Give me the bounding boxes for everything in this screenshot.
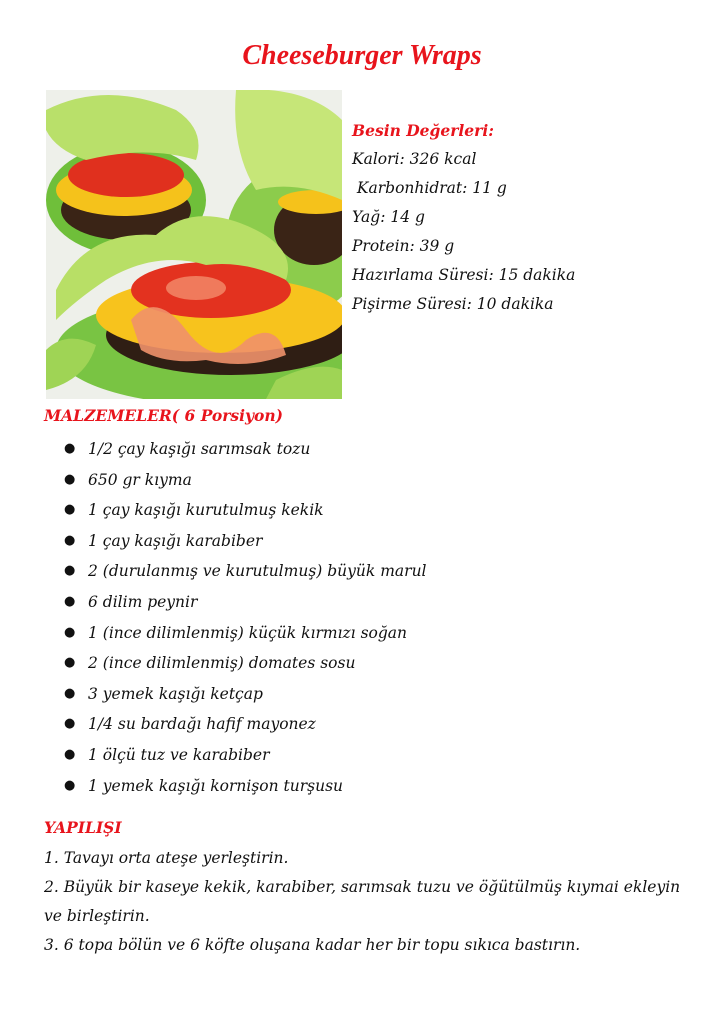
method-heading: YAPILIŞI — [44, 818, 122, 837]
ingredients-heading: MALZEMELER( 6 Porsiyon) — [44, 406, 283, 425]
nutrition-carbs: Karbonhidrat: 11 g — [352, 179, 507, 197]
ingredient-text: 1 (ince dilimlenmiş) küçük kırmızı soğan — [88, 623, 407, 642]
bullet-icon: ● — [64, 593, 76, 609]
ingredients-list — [62, 434, 427, 801]
ingredient-item — [62, 526, 427, 557]
bullet-icon: ● — [64, 441, 76, 456]
ingredient-text: 6 dilim peynir — [88, 592, 198, 611]
nutrition-fat: Yağ: 14 g — [352, 208, 425, 226]
ingredient-text: 2 (durulanmış ve kurutulmuş) büyük marul — [88, 562, 427, 581]
ingredient-item — [62, 771, 427, 802]
ingredient-item — [62, 648, 427, 679]
bullet-icon: ● — [64, 624, 76, 640]
recipe-title: Cheeseburger Wraps — [242, 40, 482, 71]
bullet-icon: ● — [64, 777, 76, 793]
method-step: 2. Büyük bir kaseye kekik, karabiber, sarımsak tuzu ve öğütülmüş kıymai ekleyin ve birleştirin. — [44, 878, 681, 925]
bullet-icon: ● — [64, 716, 76, 732]
ingredient-text: 1/4 su bardağı hafif mayonez — [88, 715, 316, 734]
ingredient-text: 650 gr kıyma — [88, 470, 192, 489]
bullet-icon: ● — [64, 502, 76, 518]
nutrition-protein: Protein: 39 g — [352, 237, 455, 255]
ingredient-item — [62, 434, 427, 465]
method-step: 1. Tavayı orta ateşe yerleştirin. — [44, 849, 289, 867]
ingredient-item — [62, 495, 427, 526]
bullet-icon: ● — [64, 471, 76, 487]
ingredient-text: 1 çay kaşığı kurutulmuş kekik — [88, 501, 324, 520]
ingredient-text: 3 yemek kaşığı ketçap — [88, 684, 263, 703]
ingredient-item — [62, 679, 427, 710]
ingredient-text: 1 yemek kaşığı kornişon turşusu — [88, 776, 344, 795]
ingredient-item — [62, 740, 427, 771]
ingredient-text: 1/2 çay kaşığı sarımsak tozu — [88, 440, 311, 458]
ingredient-item — [62, 709, 427, 740]
burger-illustration — [46, 90, 342, 399]
ingredient-text: 1 ölçü tuz ve karabiber — [88, 745, 270, 764]
method-steps — [44, 844, 684, 960]
ingredient-item — [62, 618, 427, 649]
nutrition-heading: Besin Değerleri: — [352, 121, 494, 140]
method-step: 3. 6 topa bölün ve 6 köfte oluşana kadar her bir topu sıkıca bastırın. — [44, 936, 581, 954]
nutrition-cook-time: Pişirme Süresi: 10 dakika — [352, 295, 554, 313]
ingredient-item — [62, 556, 427, 587]
bullet-icon: ● — [64, 685, 76, 701]
nutrition-facts — [352, 116, 575, 319]
ingredient-item — [62, 465, 427, 496]
ingredient-text: 1 çay kaşığı karabiber — [88, 531, 263, 550]
bullet-icon: ● — [64, 655, 76, 671]
ingredient-item — [62, 587, 427, 618]
ingredient-text: 2 (ince dilimlenmiş) domates sosu — [88, 654, 356, 673]
nutrition-calories: Kalori: 326 kcal — [352, 150, 477, 168]
nutrition-prep-time: Hazırlama Süresi: 15 dakika — [352, 266, 576, 284]
bullet-icon: ● — [64, 746, 76, 762]
bullet-icon: ● — [64, 532, 76, 548]
bullet-icon: ● — [64, 563, 76, 579]
cheeseburger-wrap-photo — [46, 90, 342, 399]
